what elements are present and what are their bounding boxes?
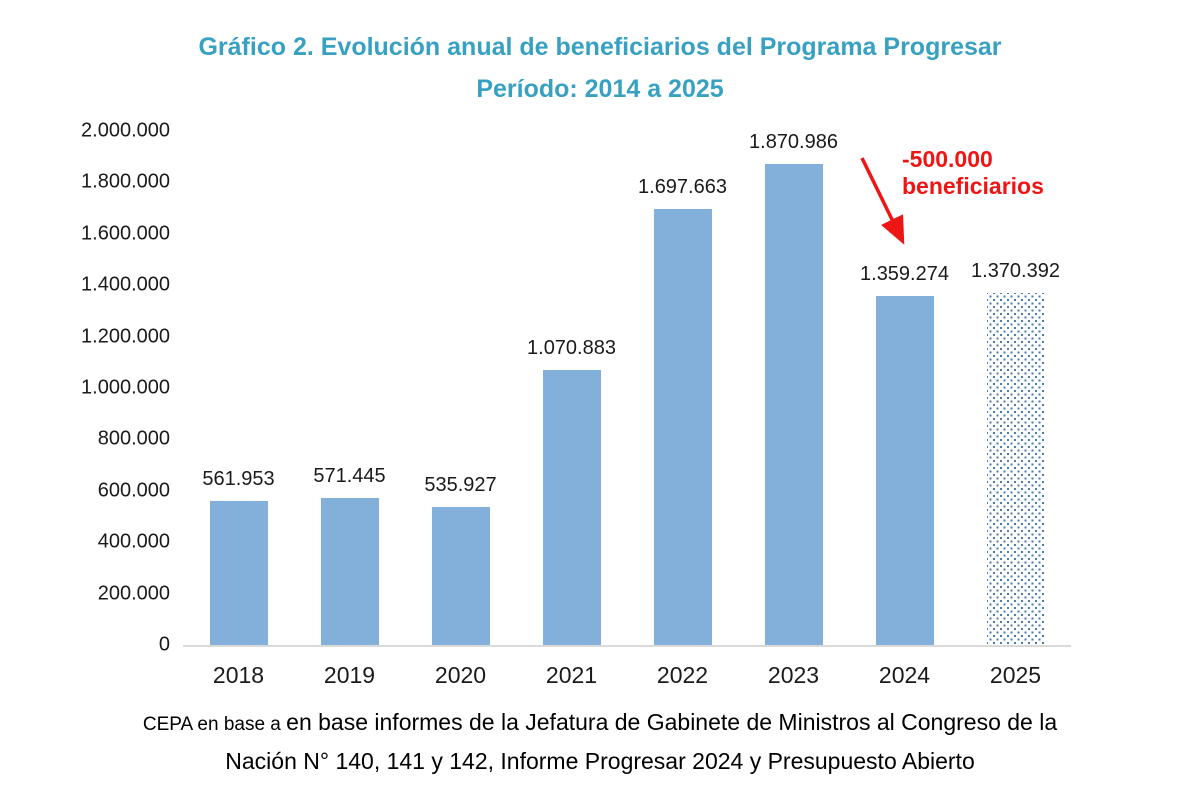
x-axis-label-2018: 2018	[212, 662, 265, 688]
bar-value-label-2018: 561.953	[202, 468, 275, 490]
bar-slot-2022	[627, 131, 738, 688]
y-tick-label-1.400.000: 1.400.000	[81, 273, 170, 296]
y-tick-label-1.200.000: 1.200.000	[81, 325, 170, 348]
source-note	[0, 704, 1200, 779]
bar-2022	[654, 209, 712, 645]
bar-2021	[543, 370, 601, 645]
bar-slot-2020	[405, 131, 516, 688]
source-note-line1-rest: en base informes de la Jefatura de Gabinete de Ministros al Congreso de la	[286, 709, 1058, 735]
source-note-prefix: CEPA en base a	[142, 714, 287, 735]
bar-2018	[210, 501, 268, 645]
decrease-arrow-icon	[850, 150, 920, 258]
y-tick-label-1.800.000: 1.800.000	[81, 170, 170, 193]
chart-title-line2: Período: 2014 a 2025	[476, 75, 724, 103]
bar-value-label-2021: 1.070.883	[527, 337, 616, 359]
x-axis-label-2020: 2020	[434, 662, 487, 688]
bar-slot-2019	[294, 131, 405, 688]
y-tick-label-1.000.000: 1.000.000	[81, 376, 170, 399]
plot-area	[183, 131, 1071, 688]
y-tick-label-400.000: 400.000	[97, 530, 170, 553]
bar-2023	[765, 164, 823, 645]
y-tick-label-200.000: 200.000	[97, 582, 170, 605]
source-note-line2: Nación N° 140, 141 y 142, Informe Progresar 2024 y Presupuesto Abierto	[225, 748, 975, 774]
bar-2025	[987, 293, 1045, 645]
chart-title	[0, 26, 1200, 110]
bar-value-label-2025: 1.370.392	[971, 260, 1060, 282]
bar-value-label-2022: 1.697.663	[638, 176, 727, 198]
bar-2020	[432, 507, 490, 645]
bar-value-label-2023: 1.870.986	[749, 131, 838, 153]
bar-value-label-2024: 1.359.274	[860, 263, 949, 285]
bar-2019	[321, 498, 379, 645]
x-axis-label-2023: 2023	[767, 662, 820, 688]
annotation-decrease	[902, 146, 1044, 200]
bar-slot-2021	[516, 131, 627, 688]
y-tick-label-0: 0	[158, 633, 170, 656]
bar-value-label-2020: 535.927	[424, 474, 497, 496]
y-tick-label-800.000: 800.000	[97, 427, 170, 450]
annotation-line2: beneficiarios	[902, 173, 1044, 199]
y-tick-label-600.000: 600.000	[97, 479, 170, 502]
x-axis-label-2022: 2022	[656, 662, 709, 688]
annotation-line1: -500.000	[902, 146, 993, 172]
bar-slot-2025	[960, 131, 1071, 688]
bar-slot-2018	[183, 131, 294, 688]
x-axis-line	[183, 645, 1071, 647]
bar-slot-2023	[738, 131, 849, 688]
x-axis-label-2024: 2024	[878, 662, 931, 688]
x-axis-label-2025: 2025	[989, 662, 1042, 688]
source-note-line1	[0, 704, 1200, 743]
y-tick-label-1.600.000: 1.600.000	[81, 222, 170, 245]
bar-2024	[876, 296, 934, 645]
y-axis	[20, 119, 170, 656]
y-tick-label-2.000.000: 2.000.000	[81, 119, 170, 142]
x-axis-label-2021: 2021	[545, 662, 598, 688]
chart-title-line1: Gráfico 2. Evolución anual de beneficiarios del Programa Progresar	[198, 33, 1002, 61]
x-axis-label-2019: 2019	[323, 662, 376, 688]
bar-value-label-2019: 571.445	[313, 465, 386, 487]
